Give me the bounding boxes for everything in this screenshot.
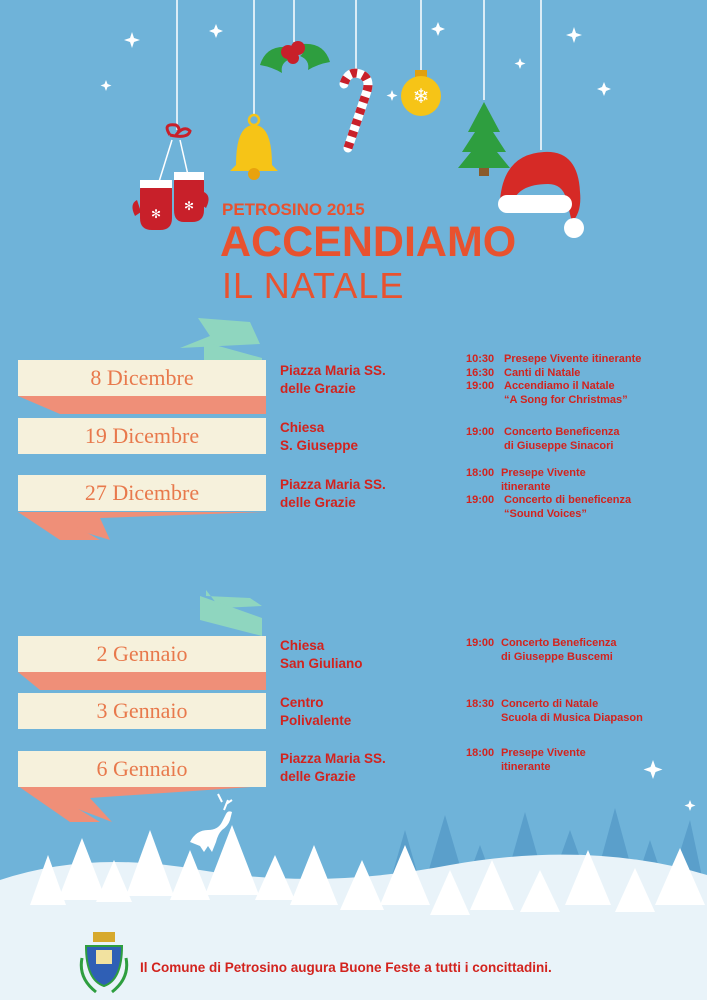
program-text: di Giuseppe Sinacori [504,439,614,452]
venue-line: delle Grazie [280,381,356,396]
program-time: 16:30 [466,366,495,379]
program-text: Accendiamo il Natale [504,380,615,392]
event-subtitle: PETROSINO 2015 [222,200,365,219]
venue-line: Piazza Maria SS. [280,751,386,766]
venue-line: Chiesa [280,638,325,653]
program-text: “A Song for Christmas” [504,393,628,406]
program-text: Concerto Beneficenza [501,637,617,649]
program-time: 19:00 [466,380,495,392]
program-text: Scuola di Musica Diapason [501,711,643,724]
venue [280,362,386,398]
program-text: Concerto di beneficenza [504,494,632,506]
date-ribbon: 3 Gennaio [18,693,266,729]
date-ribbon: 2 Gennaio [18,636,266,672]
program-text: di Giuseppe Buscemi [501,650,613,663]
venue-line: Polivalente [280,713,352,728]
program-text: itinerante [501,480,551,493]
program-time: 10:30 [466,353,495,365]
venue-line: S. Giuseppe [280,438,359,453]
program-time: 18:00 [466,747,495,759]
date-ribbon: 6 Gennaio [18,751,266,787]
program-text: Concerto di Natale [501,698,599,710]
venue [280,637,363,673]
program-text: Canti di Natale [504,366,581,379]
svg-text:✻: ✻ [150,207,162,221]
program-time: 19:00 [466,426,495,438]
venue-line: delle Grazie [280,769,356,784]
program-text: Concerto Beneficenza [504,426,620,438]
program-time: 19:00 [466,637,495,649]
venue-line: Chiesa [280,420,325,435]
venue-line: delle Grazie [280,495,356,510]
date-ribbon: 8 Dicembre [18,360,266,396]
svg-text:✻: ✻ [183,199,195,213]
date-ribbon: 27 Dicembre [18,475,266,511]
footer-greeting: Il Comune di Petrosino augura Buone Feste a tutti i concittadini. [140,960,552,975]
svg-text:❄: ❄ [412,84,430,108]
program-text: Presepe Vivente [501,747,586,759]
date-ribbon: 19 Dicembre [18,418,266,454]
program [466,353,641,407]
program-text: Presepe Vivente [501,467,586,479]
venue [280,750,386,786]
venue-line: Centro [280,695,324,710]
venue [280,476,386,512]
event-title-line2: IL NATALE [222,265,405,306]
mittens-ornament [132,125,208,230]
program-time: 19:00 [466,494,495,506]
program [466,637,617,664]
candy-cane-ornament [344,73,368,148]
program-text: “Sound Voices” [504,507,587,520]
event-title-line1: ACCENDIAMO [220,218,517,266]
program [466,467,631,521]
program [466,698,643,725]
snowflake-bauble-ornament [401,70,441,116]
venue [280,694,351,730]
program-time: 18:00 [466,467,495,479]
venue-line: Piazza Maria SS. [280,477,386,492]
program-text: Presepe Vivente itinerante [504,353,642,365]
holly-ornament [260,41,330,73]
program-text: itinerante [501,760,551,773]
tree-ornament [458,102,510,176]
venue-line: Piazza Maria SS. [280,363,386,378]
venue [280,419,358,455]
program [466,426,620,453]
program-time: 18:30 [466,698,495,710]
venue-line: San Giuliano [280,656,363,671]
bell-ornament [230,115,278,180]
program [466,747,586,774]
